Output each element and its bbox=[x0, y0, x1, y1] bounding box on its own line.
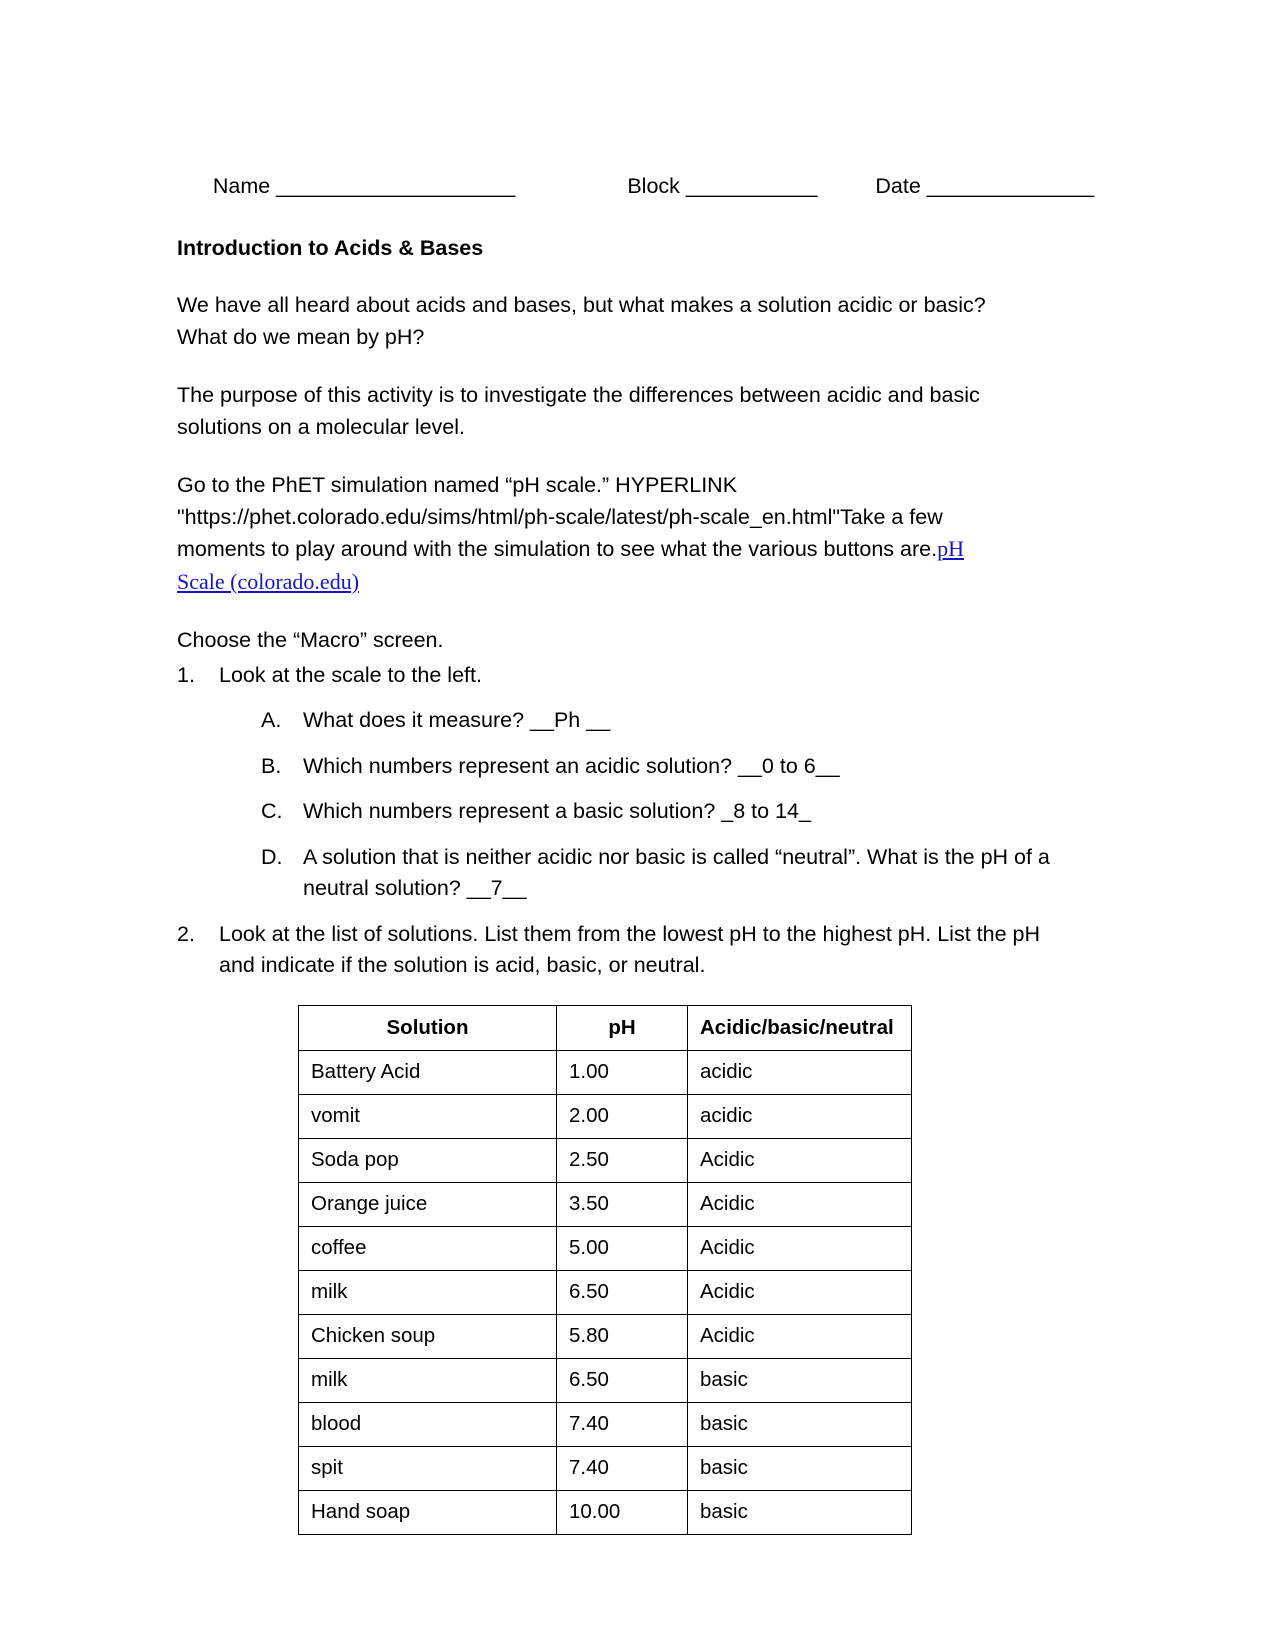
cell-solution[interactable]: milk bbox=[299, 1358, 557, 1402]
cell-classification[interactable]: Acidic bbox=[688, 1314, 912, 1358]
cell-classification[interactable]: Acidic bbox=[688, 1182, 912, 1226]
ph-scale-hyperlink[interactable]: pH Scale (colorado.edu) bbox=[177, 536, 964, 594]
questions-list bbox=[177, 660, 1057, 982]
question-text: Look at the list of solutions. List them from the lowest pH to the highest pH. List the pH and indicate if the solution is acid, basic, or neutral. bbox=[219, 921, 1040, 977]
cell-ph[interactable]: 2.00 bbox=[557, 1094, 688, 1138]
cell-classification[interactable]: Acidic bbox=[688, 1138, 912, 1182]
choose-screen-instruction: Choose the “Macro” screen. bbox=[177, 628, 444, 652]
table-row bbox=[299, 1446, 912, 1490]
cell-classification[interactable]: Acidic bbox=[688, 1226, 912, 1270]
cell-solution[interactable]: coffee bbox=[299, 1226, 557, 1270]
table-row bbox=[299, 1182, 912, 1226]
cell-classification[interactable]: basic bbox=[688, 1358, 912, 1402]
cell-ph[interactable]: 5.00 bbox=[557, 1226, 688, 1270]
column-header-solution: Solution bbox=[299, 1005, 557, 1050]
cell-solution[interactable]: spit bbox=[299, 1446, 557, 1490]
table-row bbox=[299, 1314, 912, 1358]
subquestion-item-a bbox=[261, 705, 1057, 737]
cell-classification[interactable]: basic bbox=[688, 1402, 912, 1446]
cell-ph[interactable]: 1.00 bbox=[557, 1050, 688, 1094]
cell-solution[interactable]: milk bbox=[299, 1270, 557, 1314]
table-body bbox=[299, 1050, 912, 1534]
cell-solution[interactable]: Hand soap bbox=[299, 1490, 557, 1534]
cell-ph[interactable]: 7.40 bbox=[557, 1402, 688, 1446]
question-item-2 bbox=[177, 919, 1057, 982]
table-row bbox=[299, 1226, 912, 1270]
table-row bbox=[299, 1402, 912, 1446]
column-header-ph: pH bbox=[557, 1005, 688, 1050]
cell-solution[interactable]: blood bbox=[299, 1402, 557, 1446]
solutions-table bbox=[298, 1005, 912, 1535]
subquestion-text[interactable]: A solution that is neither acidic nor basic is called “neutral”. What is the pH of a neutral solution? __7__ bbox=[303, 844, 1050, 900]
cell-ph[interactable]: 5.80 bbox=[557, 1314, 688, 1358]
block-field-label[interactable]: Block ___________ bbox=[627, 174, 818, 198]
subquestion-marker: D. bbox=[261, 844, 283, 869]
cell-solution[interactable]: Soda pop bbox=[299, 1138, 557, 1182]
cell-classification[interactable]: acidic bbox=[688, 1050, 912, 1094]
subquestion-item-c bbox=[261, 796, 1057, 828]
subquestion-text[interactable]: What does it measure? __Ph __ bbox=[303, 708, 611, 732]
student-info-row bbox=[177, 140, 1095, 233]
simulation-instruction-text: Go to the PhET simulation named “pH scale.” HYPERLINK "https://phet.colorado.edu/sims/html/ph-scale/latest/ph-scale_en.html"Take a few moments to play around with the simulation to see what the various buttons are. bbox=[177, 473, 943, 561]
date-field-label[interactable]: Date ______________ bbox=[875, 174, 1095, 198]
question-text: Look at the scale to the left. bbox=[219, 662, 482, 687]
cell-ph[interactable]: 6.50 bbox=[557, 1358, 688, 1402]
cell-ph[interactable]: 2.50 bbox=[557, 1138, 688, 1182]
intro-paragraph-3 bbox=[177, 470, 1007, 598]
document-body bbox=[177, 140, 1095, 1535]
cell-classification[interactable]: acidic bbox=[688, 1094, 912, 1138]
question-marker: 1. bbox=[177, 662, 195, 687]
page-title: Introduction to Acids & Bases bbox=[177, 236, 484, 260]
cell-solution[interactable]: Chicken soup bbox=[299, 1314, 557, 1358]
table-row bbox=[299, 1270, 912, 1314]
subquestion-marker: B. bbox=[261, 753, 282, 778]
question-1-subitems bbox=[219, 705, 1057, 905]
cell-ph[interactable]: 3.50 bbox=[557, 1182, 688, 1226]
table-row bbox=[299, 1358, 912, 1402]
cell-solution[interactable]: Orange juice bbox=[299, 1182, 557, 1226]
cell-classification[interactable]: basic bbox=[688, 1490, 912, 1534]
table-row bbox=[299, 1094, 912, 1138]
cell-ph[interactable]: 7.40 bbox=[557, 1446, 688, 1490]
cell-ph[interactable]: 6.50 bbox=[557, 1270, 688, 1314]
subquestion-marker: A. bbox=[261, 708, 282, 732]
column-header-classification: Acidic/basic/neutral bbox=[688, 1005, 912, 1050]
name-field-label[interactable]: Name ____________________ bbox=[212, 174, 516, 198]
table-header-row bbox=[299, 1005, 912, 1050]
cell-ph[interactable]: 10.00 bbox=[557, 1490, 688, 1534]
subquestion-item-b bbox=[261, 751, 1057, 783]
subquestion-marker: C. bbox=[261, 799, 283, 823]
intro-paragraph-1: We have all heard about acids and bases, but what makes a solution acidic or basic? What do we mean by pH? bbox=[177, 293, 986, 349]
cell-classification[interactable]: Acidic bbox=[688, 1270, 912, 1314]
cell-classification[interactable]: basic bbox=[688, 1446, 912, 1490]
question-item-1 bbox=[177, 660, 1057, 905]
cell-solution[interactable]: vomit bbox=[299, 1094, 557, 1138]
table-row bbox=[299, 1490, 912, 1534]
subquestion-text[interactable]: Which numbers represent an acidic solution? __0 to 6__ bbox=[303, 753, 840, 778]
table-row bbox=[299, 1138, 912, 1182]
question-marker: 2. bbox=[177, 921, 195, 946]
table-row bbox=[299, 1050, 912, 1094]
intro-paragraph-2: The purpose of this activity is to investigate the differences between acidic and basic solutions on a molecular level. bbox=[177, 383, 980, 439]
subquestion-item-d bbox=[261, 842, 1057, 905]
cell-solution[interactable]: Battery Acid bbox=[299, 1050, 557, 1094]
subquestion-text[interactable]: Which numbers represent a basic solution? _8 to 14_ bbox=[303, 799, 811, 823]
